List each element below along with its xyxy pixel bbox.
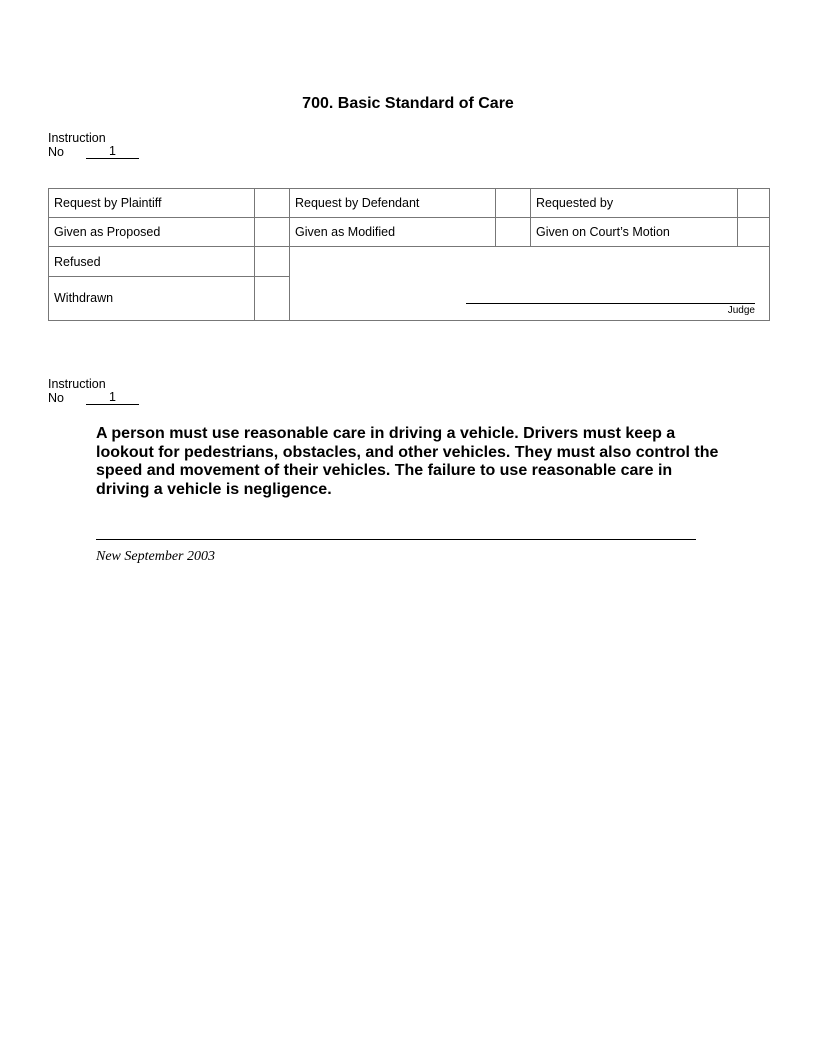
instruction-number-bottom — [48, 377, 139, 405]
no-label: No — [48, 145, 64, 159]
withdrawn-label: Withdrawn — [49, 276, 255, 320]
instruction-body-text: A person must use reasonable care in driving a vehicle. Drivers must keep a lookout for pedestrians, obstacles, and other vehicles. They must also control the speed and movement of their vehicles. The failure to use reasonable care in driving a vehicle is negligence. — [96, 425, 719, 498]
given-modified-checkbox[interactable] — [496, 218, 531, 247]
page-title: 700. Basic Standard of Care — [302, 95, 514, 112]
refused-checkbox[interactable] — [255, 247, 290, 276]
given-proposed-label: Given as Proposed — [49, 218, 255, 247]
requested-by-checkbox[interactable] — [738, 189, 770, 218]
request-defendant-checkbox[interactable] — [496, 189, 531, 218]
instruction-no-field[interactable]: 1 — [86, 391, 139, 405]
request-defendant-label: Request by Defendant — [290, 189, 496, 218]
judge-signature-area — [290, 247, 770, 321]
instruction-number-top — [48, 131, 139, 159]
judge-label: Judge — [727, 305, 755, 317]
divider — [96, 539, 696, 540]
given-court-label: Given on Court’s Motion — [531, 218, 738, 247]
instruction-label: Instruction — [48, 131, 106, 145]
revision-date: New September 2003 — [96, 549, 215, 564]
no-label: No — [48, 391, 64, 405]
withdrawn-checkbox[interactable] — [255, 276, 290, 320]
instruction-label: Instruction — [48, 377, 106, 391]
request-table — [48, 188, 770, 321]
requested-by-label: Requested by — [531, 189, 738, 218]
given-court-checkbox[interactable] — [738, 218, 770, 247]
judge-signature-line[interactable] — [466, 303, 755, 304]
given-modified-label: Given as Modified — [290, 218, 496, 247]
refused-label: Refused — [49, 247, 255, 276]
instruction-no-field[interactable]: 1 — [86, 145, 139, 159]
given-proposed-checkbox[interactable] — [255, 218, 290, 247]
request-plaintiff-checkbox[interactable] — [255, 189, 290, 218]
request-plaintiff-label: Request by Plaintiff — [49, 189, 255, 218]
